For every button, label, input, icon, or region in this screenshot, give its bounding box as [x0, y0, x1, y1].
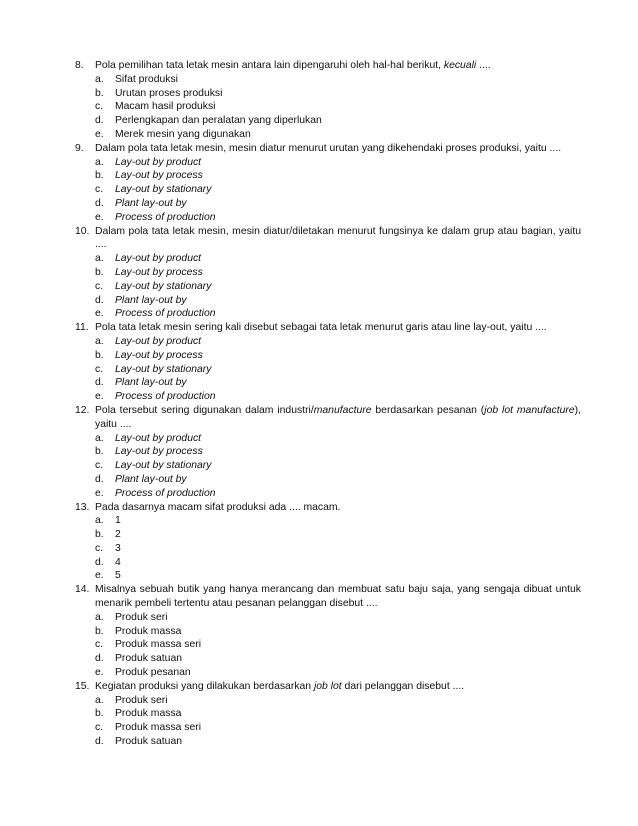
option-letter: a. — [95, 73, 104, 85]
option — [0, 487, 581, 501]
option — [0, 307, 581, 321]
option-letter: e. — [95, 128, 104, 140]
option — [0, 666, 581, 680]
option-letter: c. — [95, 542, 104, 554]
option-text: Process of production — [115, 487, 216, 499]
option-text: Produk seri — [115, 611, 168, 623]
option — [0, 542, 581, 556]
option-letter: a. — [95, 694, 104, 706]
option-text: Produk seri — [115, 694, 168, 706]
option-text: Lay-out by product — [115, 156, 202, 168]
option-text: Lay-out by stationary — [115, 363, 212, 375]
option-letter: a. — [95, 515, 104, 527]
option-text: Lay-out by product — [115, 432, 202, 444]
option-text: Perlengkapan dan peralatan yang diperlukan — [115, 115, 322, 127]
option-letter: d. — [95, 653, 104, 665]
option-text: Produk massa — [115, 708, 182, 720]
option-letter: d. — [95, 473, 104, 485]
question-text: Pola pemilihan tata letak mesin antara lain dipengaruhi oleh hal-hal berikut, kecuali .... — [95, 60, 491, 71]
option — [0, 294, 581, 308]
option-text: Process of production — [115, 391, 216, 403]
option-letter: c. — [95, 639, 104, 651]
question-text: Dalam pola tata letak mesin, mesin diatur menurut urutan yang dikehendaki proses produksi, yaitu .... — [95, 142, 562, 154]
option-letter: b. — [95, 349, 104, 361]
option-text: Produk satuan — [115, 653, 183, 665]
question-number: 11. — [75, 322, 89, 334]
question-text: Dalam pola tata letak mesin, mesin diatur/diletakan menurut fungsinya ke dalam grup atau bagian, yaitu .... — [95, 225, 581, 251]
option — [0, 363, 581, 377]
option — [0, 252, 581, 266]
option — [0, 652, 581, 666]
option — [0, 100, 581, 114]
option-letter: b. — [95, 170, 104, 182]
option-text: Produk massa — [115, 625, 182, 637]
option — [0, 528, 581, 542]
question-text: Kegiatan produksi yang dilakukan berdasarkan job lot dari pelanggan disebut .... — [95, 680, 465, 692]
option-text: 1 — [115, 515, 121, 527]
option-letter: a. — [95, 253, 104, 265]
question-number: 15. — [75, 680, 90, 692]
option — [0, 169, 581, 183]
option-letter: e. — [95, 667, 104, 679]
question-number: 9. — [75, 142, 84, 154]
option — [0, 128, 581, 142]
option-letter: a. — [95, 156, 104, 168]
question-8 — [0, 59, 581, 73]
option-text: Process of production — [115, 211, 216, 223]
question-13 — [0, 501, 581, 515]
option — [0, 707, 581, 721]
option-letter: d. — [95, 556, 104, 568]
question-text: Pola tata letak mesin sering kali disebut sebagai tata letak menurut garis atau line lay-out, yaitu .... — [95, 322, 547, 334]
option-text: Lay-out by process — [115, 170, 203, 182]
option-letter: d. — [95, 377, 104, 389]
option-letter: b. — [95, 529, 104, 541]
question-15 — [0, 680, 581, 694]
option — [0, 197, 581, 211]
option-letter: e. — [95, 391, 104, 403]
option-text: Sifat produksi — [115, 73, 178, 85]
option — [0, 87, 581, 101]
option — [0, 183, 581, 197]
option-letter: c. — [95, 101, 104, 113]
option-text: Lay-out by stationary — [115, 280, 212, 292]
option-letter: d. — [95, 115, 104, 127]
option-letter: d. — [95, 736, 104, 748]
option — [0, 473, 581, 487]
option-letter: b. — [95, 708, 104, 720]
question-number: 13. — [75, 501, 90, 513]
option-text: Produk pesanan — [115, 667, 191, 679]
question-number: 8. — [75, 60, 84, 71]
option-text: Macam hasil produksi — [115, 101, 216, 113]
option-text: 2 — [115, 529, 121, 541]
question-12 — [0, 404, 581, 432]
option-text: Lay-out by process — [115, 349, 203, 361]
option-letter: a. — [95, 335, 104, 347]
option-letter: b. — [95, 87, 104, 99]
option — [0, 335, 581, 349]
option-text: Merek mesin yang digunakan — [115, 128, 251, 140]
option — [0, 721, 581, 735]
option-letter: e. — [95, 211, 104, 223]
option-text: 4 — [115, 556, 121, 568]
question-number: 14. — [75, 584, 90, 596]
option — [0, 280, 581, 294]
option — [0, 638, 581, 652]
option — [0, 211, 581, 225]
option — [0, 114, 581, 128]
option-text: 5 — [115, 570, 121, 582]
option — [0, 735, 581, 749]
option-letter: a. — [95, 432, 104, 444]
option-letter: e. — [95, 308, 104, 320]
option — [0, 569, 581, 583]
question-number: 10. — [75, 225, 90, 237]
option-letter: b. — [95, 266, 104, 278]
question-11 — [0, 321, 581, 335]
option-text: Produk satuan — [115, 736, 183, 748]
option — [0, 349, 581, 363]
question-9 — [0, 142, 581, 156]
question-text: Pada dasarnya macam sifat produksi ada .... macam. — [95, 501, 341, 513]
option-text: Plant lay-out by — [115, 473, 187, 485]
option-letter: e. — [95, 570, 104, 582]
option-text: Lay-out by process — [115, 446, 203, 458]
option-text: Urutan proses produksi — [115, 87, 223, 99]
option-letter: c. — [95, 280, 104, 292]
option — [0, 156, 581, 170]
option-letter: c. — [95, 722, 104, 734]
question-text: Misalnya sebuah butik yang hanya merancang dan membuat satu baju saja, yang sengaja dibuat untuk menarik pembeli tertentu atau pesanan pelanggan disebut .... — [95, 584, 581, 610]
option-text: Lay-out by process — [115, 266, 203, 278]
option-text: 3 — [115, 542, 121, 554]
option-letter: c. — [95, 184, 104, 196]
option-letter: a. — [95, 611, 104, 623]
option — [0, 556, 581, 570]
option — [0, 694, 581, 708]
option-text: Plant lay-out by — [115, 294, 187, 306]
option-text: Plant lay-out by — [115, 377, 187, 389]
option-text: Produk massa seri — [115, 639, 202, 651]
option-text: Lay-out by stationary — [115, 184, 212, 196]
option-letter: d. — [95, 294, 104, 306]
question-10 — [0, 225, 581, 253]
question-text: Pola tersebut sering digunakan dalam industri/manufacture berdasarkan pesanan (job lot manufacture), yaitu .... — [95, 404, 581, 430]
option — [0, 376, 581, 390]
option-letter: c. — [95, 460, 104, 472]
option — [0, 459, 581, 473]
question-number: 12. — [75, 404, 90, 416]
option — [0, 266, 581, 280]
option-text: Process of production — [115, 308, 216, 320]
option-text: Lay-out by stationary — [115, 460, 212, 472]
option-text: Plant lay-out by — [115, 197, 187, 209]
option-text: Lay-out by product — [115, 253, 202, 265]
option — [0, 73, 581, 87]
option-letter: d. — [95, 197, 104, 209]
option — [0, 445, 581, 459]
option — [0, 625, 581, 639]
option-letter: b. — [95, 625, 104, 637]
option — [0, 611, 581, 625]
option-text: Produk massa seri — [115, 722, 202, 734]
option — [0, 390, 581, 404]
option-letter: b. — [95, 446, 104, 458]
question-14 — [0, 583, 581, 611]
option-text: Lay-out by product — [115, 335, 202, 347]
option-letter: e. — [95, 487, 104, 499]
option — [0, 514, 581, 528]
option — [0, 432, 581, 446]
option-letter: c. — [95, 363, 104, 375]
